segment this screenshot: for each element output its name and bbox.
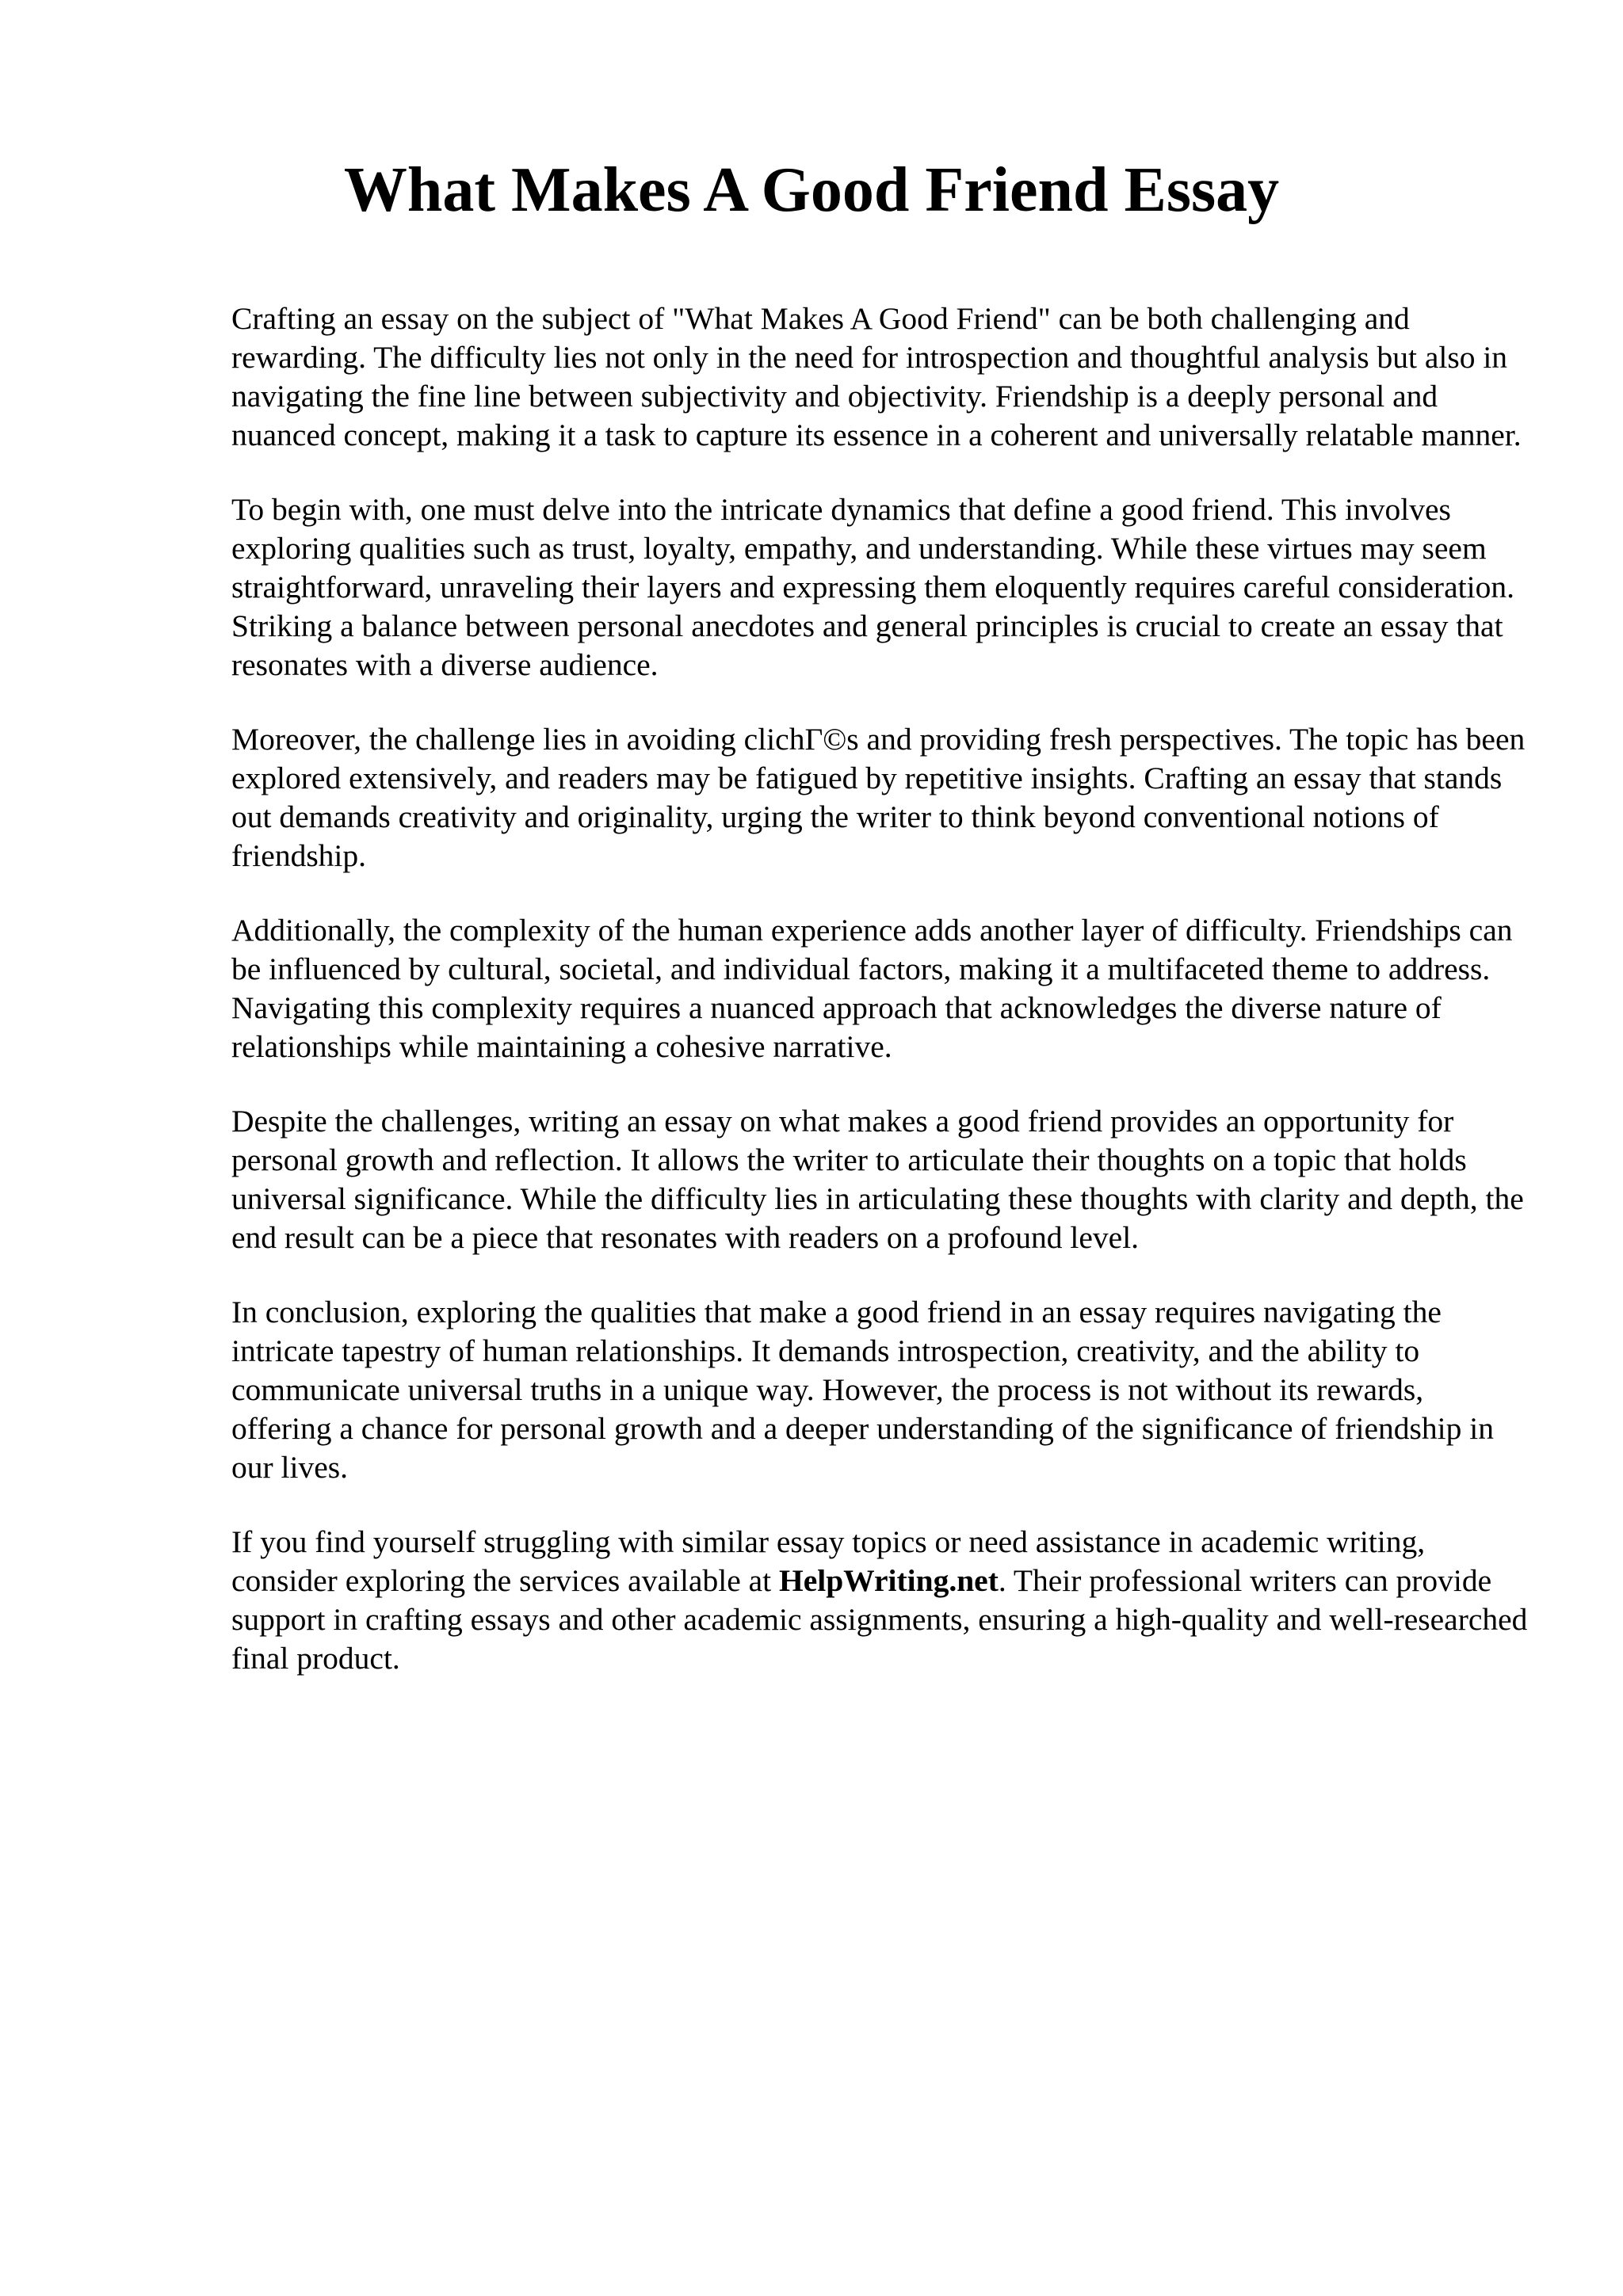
- closing-text-before: If you find yourself struggling with similar essay topics or need assistance in academic writing, consider exploring the services available at: [231, 1524, 1426, 1598]
- paragraph-6: In conclusion, exploring the qualities that make a good friend in an essay requires navigating the intricate tapestry of human relationships. It demands introspection, creativity, and the ability to communicate universal truths in a unique way. However, the process is not without its rewards, offering a chance for personal growth and a deeper understanding of the significance of friendship in our lives.: [231, 1295, 1494, 1485]
- paragraph-3: Moreover, the challenge lies in avoiding clichΓ©s and providing fresh perspectives. The topic has been explored extensively, and readers may be fatigued by repetitive insights. Crafting an essay that stands out demands creativity and originality, urging the writer to think beyond conventional notions of friendship.: [231, 722, 1526, 873]
- paragraph-5: Despite the challenges, writing an essay on what makes a good friend provides an opportunity for personal growth and reflection. It allows the writer to articulate their thoughts on a topic that holds universal significance. While the difficulty lies in articulating these thoughts with clarity and depth, the end result can be a piece that resonates with readers on a profound level.: [231, 1104, 1524, 1255]
- paragraph-4: Additionally, the complexity of the human experience adds another layer of difficulty. Friendships can be influenced by cultural, societal, and individual factors, making it a multifaceted theme to address. Navigating this complexity requires a nuanced approach that acknowledges the diverse nature of relationships while maintaining a cohesive narrative.: [231, 913, 1513, 1064]
- closing-text-after: . Their professional writers can provide support in crafting essays and other academic assignments, ensuring a high-quality and well-researched final product.: [231, 1563, 1528, 1676]
- paragraph-2: To begin with, one must delve into the intricate dynamics that define a good friend. This involves exploring qualities such as trust, loyalty, empathy, and understanding. While these virtues may seem straightforward, unraveling their layers and expressing them eloquently requires careful consideration. Striking a balance between personal anecdotes and general principles is crucial to create an essay that resonates with a diverse audience.: [231, 492, 1514, 682]
- page-title: What Makes A Good Friend Essay: [343, 155, 1280, 225]
- closing-paragraph: [231, 1523, 1531, 1678]
- helpwriting-link[interactable]: HelpWriting.net: [778, 1563, 999, 1598]
- paragraph-1: Crafting an essay on the subject of "What Makes A Good Friend" can be both challenging and rewarding. The difficulty lies not only in the need for introspection and thoughtful analysis but also in navigating the fine line between subjectivity and objectivity. Friendship is a deeply personal and nuanced concept, making it a task to capture its essence in a coherent and universally relatable manner.: [231, 301, 1522, 452]
- essay-body: [231, 299, 1531, 1714]
